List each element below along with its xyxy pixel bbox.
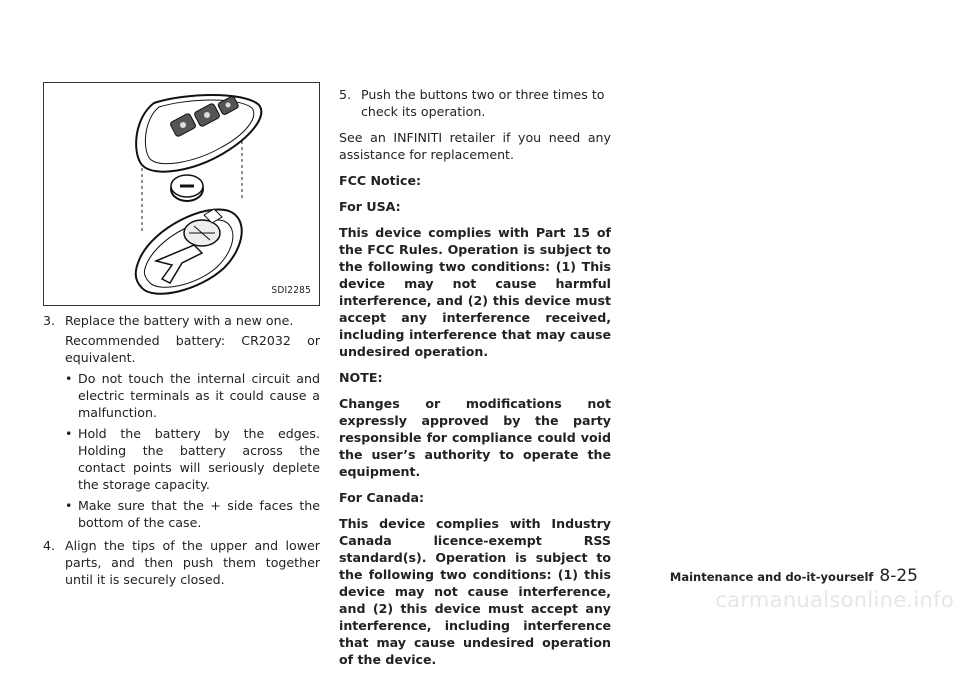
step-text: Push the buttons two or three times to check its operation. [361,87,605,119]
list-item: • Do not touch the internal circuit and electric terminals as it could cause a malfunction. [65,371,320,420]
step-number: 3. [43,313,56,328]
list-item: • Make sure that the + side faces the bottom of the case. [65,498,320,530]
key-fob-illustration [44,83,321,307]
page-number: 8-25 [879,566,918,586]
step-number: 4. [43,538,56,553]
left-column [43,312,320,594]
for-usa-heading: For USA: [339,199,401,214]
bullet-icon: • [65,498,73,513]
list-item: • Hold the battery by the edges. Holding the battery across the contact points will seriously deplete the storage capacity. [65,426,320,492]
key-lower-part [136,209,242,294]
right-column [339,86,611,677]
for-canada-heading: For Canada: [339,490,425,505]
note-text: Changes or modifications not expressly approved by the party responsible for compliance could void the user’s authority to operate the equipment. [339,396,611,479]
watermark: carmanualsonline.info [715,588,954,612]
step-5 [339,86,611,120]
step-4 [43,537,320,588]
bullet-icon: • [65,371,73,386]
key-battery-figure [43,82,320,306]
canada-compliance-text: This device complies with Industry Canada licence-exempt RSS standard(s). Operation is subject to the following two conditions: (1) this device may not cause interference, and (2) this device must accept any interference, including interference that may cause undesired operation of the device. [339,516,611,667]
fcc-notice-heading: FCC Notice: [339,173,422,188]
recommended-battery: Recommended battery: CR2032 or equivalent. [65,333,320,365]
section-title: Maintenance and do-it-yourself [669,570,874,584]
retailer-text: See an INFINITI retailer if you need any assistance for replacement. [339,130,611,162]
battery-cautions [43,370,320,531]
note-heading: NOTE: [339,370,383,385]
figure-code: SDI2285 [271,285,311,296]
step-text: Replace the battery with a new one. [65,313,294,328]
step-3 [43,312,320,329]
step-number: 5. [339,87,352,102]
step-text: Align the tips of the upper and lower parts, and then push them together until it is securely closed. [65,538,320,587]
page-footer [670,568,918,586]
bullet-icon: • [65,426,73,441]
battery-icon [171,175,203,201]
usa-compliance-text: This device complies with Part 15 of the FCC Rules. Operation is subject to the following two conditions: (1) This device may not cause harmful interference, and (2) this device must accept any interference received, including interference that may cause undesired operation. [339,225,611,359]
